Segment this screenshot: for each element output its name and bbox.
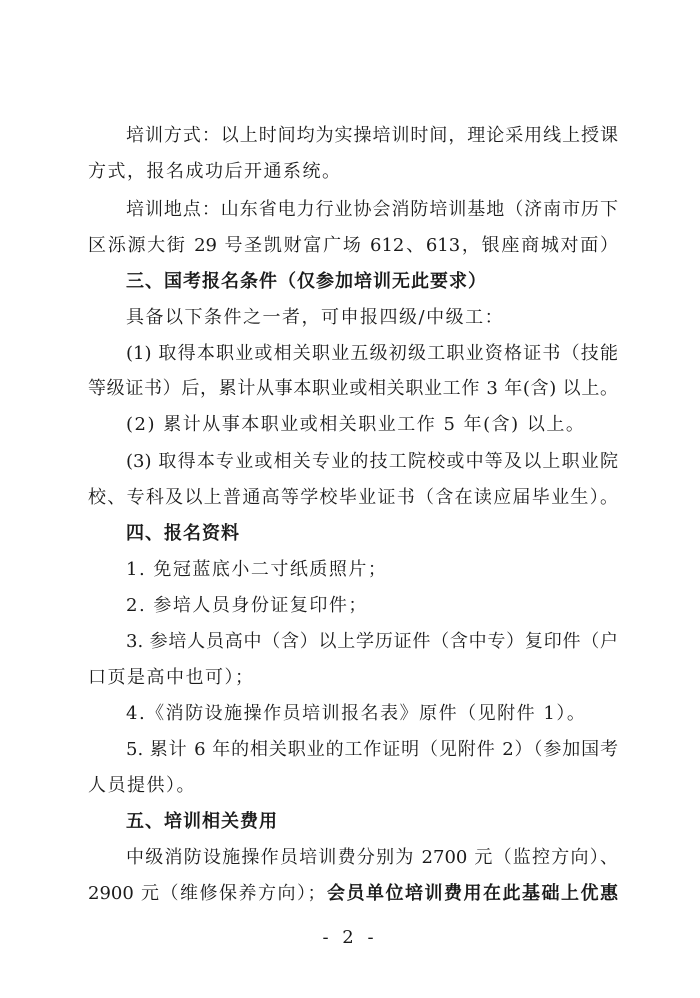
material-4: 4.《消防设施操作员培训报名表》原件（见附件 1）。	[126, 703, 587, 724]
fee-line-2-text: 2900 元（维修保养方向）；	[88, 883, 326, 904]
training-method-line-1: 培训方式：以上时间均为实操培训时间，理论采用线上授课	[126, 125, 618, 146]
training-location-line-2: 区泺源大街 29 号圣凯财富广场 612、613，银座商城对面）	[88, 235, 618, 256]
fee-line-2	[88, 879, 618, 909]
condition-1-line-2: 等级证书）后，累计从事本职业或相关职业工作 3 年(含) 以上。	[88, 378, 618, 399]
fee-line-1: 中级消防设施操作员培训费分别为 2700 元（监控方向）、	[126, 847, 618, 868]
material-3-line-1: 3. 参培人员高中（含）以上学历证件（含中专）复印件（户	[126, 631, 618, 652]
section-4-heading: 四、报名资料	[126, 523, 240, 544]
material-2: 2. 参培人员身份证复印件；	[126, 595, 368, 616]
training-method-line-2: 方式，报名成功后开通系统。	[88, 161, 342, 182]
section-3-intro: 具备以下条件之一者，可申报四级/中级工：	[126, 307, 505, 328]
material-3-line-2: 口页是高中也可）；	[88, 667, 255, 688]
material-1: 1. 免冠蓝底小二寸纸质照片；	[126, 559, 388, 580]
condition-2: (2) 累计从事本职业或相关职业工作 5 年(含) 以上。	[126, 414, 586, 435]
section-5-heading: 五、培训相关费用	[126, 811, 278, 832]
material-5-line-2: 人员提供）。	[88, 775, 196, 796]
condition-1-line-1: (1) 取得本职业或相关职业五级初级工职业资格证书（技能	[126, 343, 618, 364]
page-number: - 2 -	[322, 927, 378, 948]
fee-line-2-bold-text: 会员单位培训费用在此基础上优惠	[325, 883, 619, 904]
condition-3-line-2: 校、专科及以上普通高等学校毕业证书（含在读应届毕业生）。	[88, 487, 618, 508]
section-3-heading: 三、国考报名条件（仅参加培训无此要求）	[126, 271, 487, 292]
condition-3-line-1: (3) 取得本专业或相关专业的技工院校或中等及以上职业院	[126, 451, 618, 472]
training-location-line-1: 培训地点：山东省电力行业协会消防培训基地（济南市历下	[126, 199, 618, 220]
material-5-line-1: 5. 累计 6 年的相关职业的工作证明（见附件 2）（参加国考	[126, 739, 618, 760]
